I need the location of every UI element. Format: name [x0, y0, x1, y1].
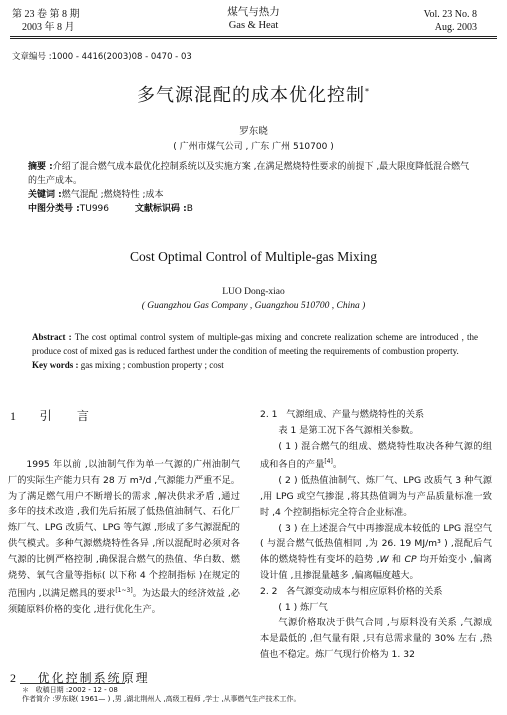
paragraph: ( 1 ) 混合燃气的组成、燃烧特性取决各种气源的组成和各自的产量[4]。	[260, 440, 492, 471]
affiliation-zh: ( 广州市煤气公司 , 广东 广州 510700 )	[173, 142, 334, 152]
section-2-title: 优化控制系统原理	[37, 671, 150, 685]
section-1-heading	[10, 407, 91, 424]
issue-date: 2003 年 8 月	[22, 22, 75, 33]
title-zh-text: 多气源混配的成本优化控制	[137, 85, 365, 106]
date-en: Aug. 2003	[434, 22, 477, 33]
keywords: 燃气混配 ;燃烧特性 ;成本	[61, 190, 164, 200]
title-zh	[0, 81, 507, 107]
subsection-2-1-heading: 2. 1 气源组成、产量与燃烧特性的关系	[260, 409, 425, 420]
subsection-2-2-heading: 2. 2 各气源变动成本与相应原料价格的关系	[260, 585, 443, 597]
author-zh: 罗东晓	[239, 126, 268, 137]
section-1-number: 1	[10, 409, 18, 423]
footnote-rule	[20, 683, 125, 684]
doc-code: B	[186, 204, 193, 214]
journal-name-zh: 煤气与热力	[227, 6, 280, 18]
abstract-en	[32, 330, 478, 372]
paragraph: ( 1 ) 炼厂气	[278, 601, 328, 613]
paragraph: ( 3 ) 在上述混合气中再掺混成本较低的 LPG 混空气( 与混合燃气低热值相同 ,为 26. 19 MJ/m³ ) ,混配后气体的燃烧特性有变坏的趋势 ,W 和 CP 均开始变小 ,偏离设计值 ,且掺混量越多 ,偏离幅度越大。	[260, 522, 492, 582]
affiliation-en: ( Guangzhou Gas Company , Guangzhou 510700 , China )	[141, 301, 366, 311]
citation: [1~3]	[115, 587, 133, 595]
keywords-label: 关键词 :	[28, 190, 62, 200]
author-en: LUO Dong-xiao	[222, 287, 285, 297]
abstract-text: 介绍了混合燃气成本最优化控制系统以及实施方案 ,在满足燃烧特性要求的前提下 ,最大限度降低混合燃气的生产成本。	[28, 162, 470, 186]
paragraph: 表 1 是第工况下各气源相关参数。	[278, 424, 419, 436]
doc-code-label: 文献标识码 :	[135, 204, 187, 214]
volume-en: Vol. 23 No. 8	[423, 9, 477, 20]
paragraph: 1995 年以前 ,以油制气作为单一气源的广州油制气厂的实际生产能力只有 28 万 m³/d ,气源能力严重不足。为了满足燃气用户不断增长的需求 ,解决供求矛盾 ,通过多年的技术改造 ,我们先后拓展了低热值油制气、石化厂炼厂气、LPG 改质气、LPG 等气源 ,形成了多气源混配的供气模式。多种气源燃烧特性各异 ,所以混配时必须对各气源的比例严格控制 ,确保混合燃气的热值、华白数、燃烧势、氧气含量等指标( 以下称 4 个控制指标 )在规定的范围内 ,以满足燃具的要求[1~3]。为达最大的经济效益 ,必须随原料价格的变化 ,进行优化生产。	[8, 459, 240, 616]
keywords-en-label: Key words :	[32, 360, 79, 370]
keywords-en: gas mixing ; combustion property ; cost	[80, 360, 224, 370]
section-1-title: 引 言	[39, 409, 91, 423]
abstract-zh	[28, 160, 478, 216]
clc-label: 中图分类号 :	[28, 204, 80, 214]
footnote	[22, 686, 301, 704]
paragraph: 气源价格取决于供气合同 ,与原料没有关系 ,气源成本是最低的 ,但气量有限 ,只有总需求量的 30% 左右 ,热值也不稳定。炼厂气现行价格为 1. 32	[260, 617, 492, 661]
header-rule-2	[10, 38, 497, 39]
header-rule	[10, 36, 497, 37]
author-bio: 作者简介 :罗东晓( 1961— ) ,男 ,湖北荆州人 ,高级工程师 ,学士 ,从事燃气生产技术工作。	[22, 695, 301, 703]
right-column	[260, 407, 492, 663]
abstract-en-label: Abstract :	[32, 332, 72, 342]
article-number: 文章编号 :1000 - 4416(2003)08 - 0470 - 03	[12, 52, 192, 62]
section-2-number: 2	[10, 671, 18, 685]
abstract-label: 摘要 :	[28, 162, 53, 172]
section-1-body	[8, 457, 240, 618]
abstract-en-text: The cost optimal control system of multiple-gas mixing and concrete realization scheme are introduced , the produce cost of mixed gas is reduced farthest under the condition of meeting the requirements of combustion property.	[32, 332, 479, 356]
citation: [4]	[324, 458, 333, 466]
journal-name-en: Gas & Heat	[228, 20, 279, 31]
title-footnote-mark: *	[365, 87, 370, 96]
received-date: ＊ 收稿日期 :2002 - 12 - 08	[22, 686, 118, 694]
paragraph: ( 2 ) 低热值油制气、炼厂气、LPG 改质气 3 种气源 ,用 LPG 或空气掺混 ,将其热值调为与产品质量标准一致时 ,4 个控制指标完全符合企业标准。	[260, 475, 492, 518]
journal-volume-en	[424, 8, 477, 34]
clc-number: TU996	[79, 204, 109, 214]
title-en: Cost Optimal Control of Multiple-gas Mixing	[129, 249, 378, 264]
volume-issue: 第 23 卷 第 8 期	[12, 9, 80, 20]
